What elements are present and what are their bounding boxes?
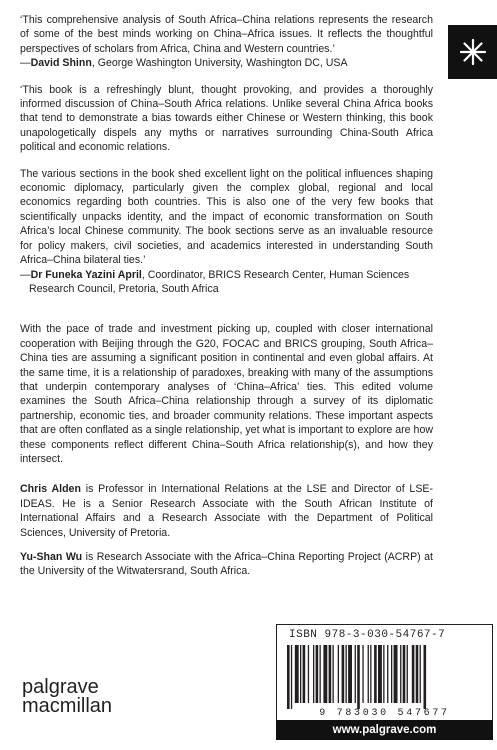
bio-1-text: is Professor in International Relations at the LSE and Director of LSE-IDEAS. He is a Senior Research Associate with the South African Institute of International Affairs and a Research Associate with the Department of Political Sciences, University of Pretoria.	[20, 483, 433, 539]
endorsement-2-part1	[20, 83, 433, 155]
endorsement-2-part2	[20, 167, 433, 268]
bio-yu-shan-wu	[20, 550, 433, 579]
palgrave-badge	[448, 25, 497, 79]
publisher-line-1: palgrave	[22, 676, 99, 698]
bio-chris-alden	[20, 482, 433, 540]
isbn-barcode	[276, 624, 493, 722]
endorsement-2-attribution: —Dr Funeka Yazini April, Coordinator, BRICS Research Center, Human Sciences Research Council, Pretoria, South Africa	[20, 268, 410, 295]
bio-2-text: is Research Associate with the Africa–China Reporting Project (ACRP) at the University of the Witwatersrand, South Africa.	[20, 551, 433, 578]
endorsement-2-affiliation: , Coordinator, BRICS Research Center, Human Sciences Research Council, Pretoria, South Africa	[29, 268, 410, 295]
back-cover-text	[20, 13, 433, 589]
website-link[interactable]: www.palgrave.com	[276, 720, 493, 740]
barcode-icon	[285, 645, 484, 709]
isbn-number: ISBN 978-3-030-54767-7	[289, 629, 446, 641]
endorsement-1-affiliation: , George Washington University, Washington DC, USA	[91, 57, 348, 70]
endorsement-1: ‘This comprehensive analysis of South Africa–China relations represents the research of some of the best minds working on China–Africa issues. It reflects the thoughtful perspectives of scholars from Africa, China and Western countries.’ —David Shinn, George Washington University, Washington DC, USA	[20, 14, 433, 70]
bio-2-name: Yu-Shan Wu	[20, 551, 83, 563]
endorsement-1-author: David Shinn	[30, 57, 92, 70]
publisher-line-2: macmillan	[22, 695, 113, 717]
endorsement-2-text-a: ‘This book is a refreshingly blunt, thought provoking, and provides a thoroughly informed discussion of China–South Africa relations. Unlike several China Africa books that tend to demonstrate a bias towards either Chinese or Western thinking, this book unapologetically dispels any myths or narratives surrounding China-South Africa political and economic relations.	[20, 83, 433, 154]
endorsement-2-text-b: The various sections in the book shed excellent light on the political influences shaping economic diplomacy, particularly given the complex global, regional and local economics regarding both countries. This is also one of the very few books that scientifically unpacks identity, and the impact of economic transformation on South Africa’s local Chinese community. The book sections serve as an invaluable resource for policy makers, civil societies, and academics interested in understanding South Africa–China bilateral ties.’	[20, 167, 433, 267]
blurb: With the pace of trade and investment picking up, coupled with closer international cooperation with Beijing through the G20, FOCAC and BRICS grouping, South Africa–China ties are assuming a significant position in continental and even global affairs. At the same time, it is a relationship of paradoxes, breaking with many of the assumptions that underpin contemporary analyses of ‘China–Africa’ ties. This edited volume examines the South Africa–China relationship through a survey of its diplomatic partnership, economic ties, and broader community relations. These important aspects that are often conflated as a single relationship, yet what is important to explore are how these components reflect different China–South Africa relationship(s), and how they intersect.	[20, 323, 433, 465]
endorsement-2-author: Dr Funeka Yazini April	[30, 268, 142, 281]
endorsement-1-text: ‘This comprehensive analysis of South Africa–China relations represents the research of some of the best minds working on China–Africa issues. It reflects the thoughtful perspectives of scholars from Africa, China and Western countries.’	[20, 14, 433, 55]
palgrave-star-icon	[458, 37, 488, 67]
publisher-logo	[22, 678, 112, 716]
barcode-digits: 9 783030 547677	[319, 708, 450, 719]
bio-1-name: Chris Alden	[20, 483, 81, 496]
